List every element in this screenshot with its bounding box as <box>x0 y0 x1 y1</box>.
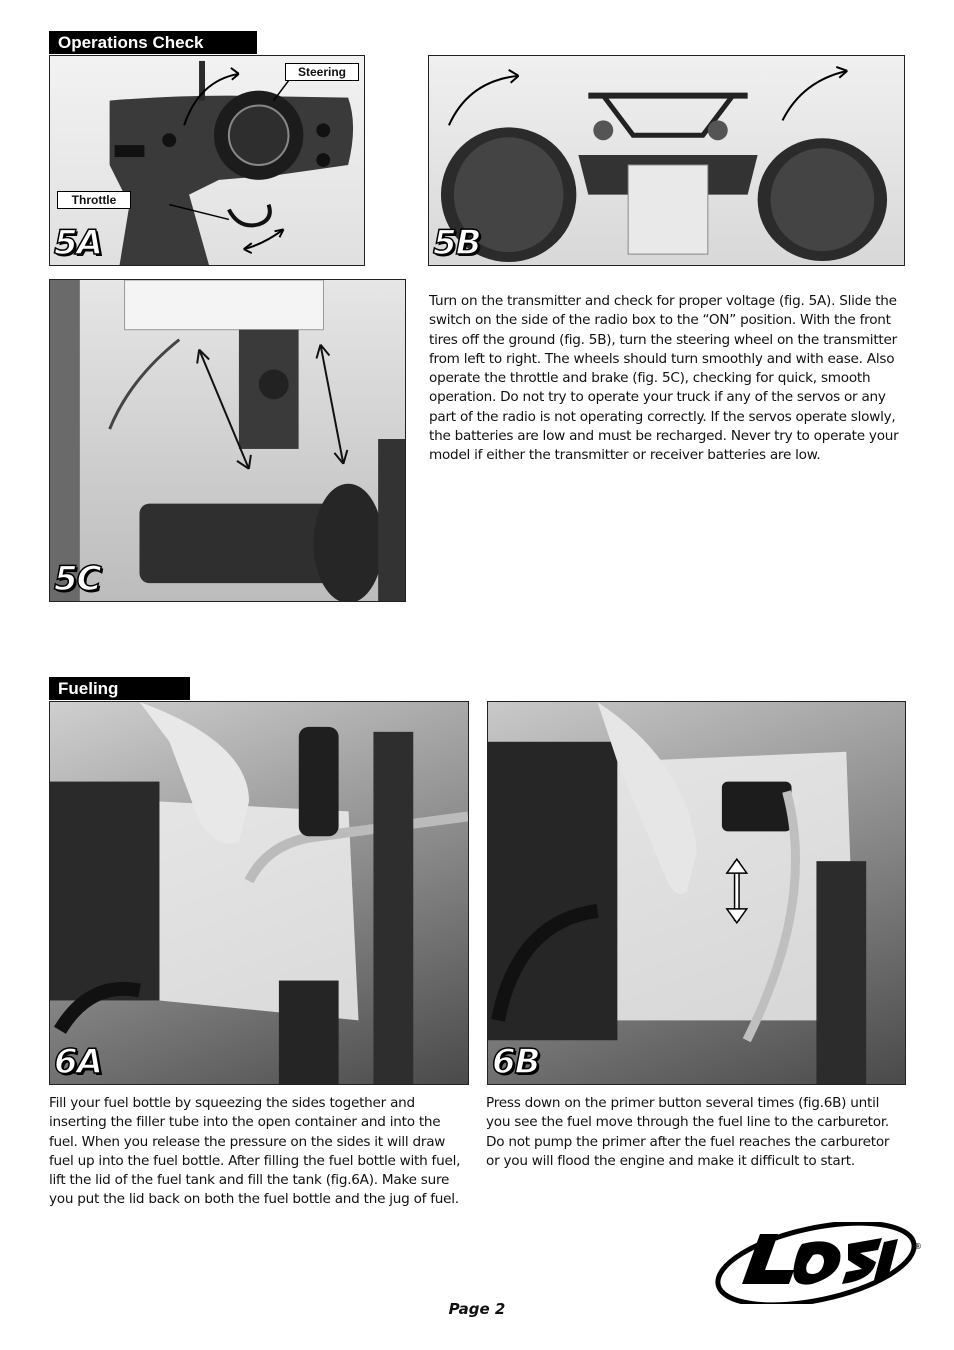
throttle-callout-label: Throttle <box>71 193 117 207</box>
servo-illustration <box>50 280 405 601</box>
section-title: Operations Check <box>58 33 204 52</box>
figure-label: 5A <box>54 223 102 263</box>
losi-logo-graphic <box>712 1222 924 1304</box>
truck-front-illustration <box>429 56 904 265</box>
page-number: Page 2 <box>448 1300 506 1318</box>
section-header-fueling <box>49 677 190 700</box>
figure-label: 6B <box>492 1042 540 1082</box>
fueling-paragraph-6b: Press down on the primer button several times (fig.6B) until you see the fuel move through the fuel line to the carburetor. Do not pump the primer after the fuel reaches the carburetor or you will flood the engine and make it difficult to start. <box>486 1095 890 1169</box>
figure-6b-photo <box>487 701 906 1085</box>
fuel-tank-illustration <box>50 702 468 1084</box>
figure-5a-photo <box>49 55 365 266</box>
operations-check-paragraph: Turn on the transmitter and check for proper voltage (fig. 5A). Slide the switch on the side of the radio box to the “ON” position. With the front tires off the ground (fig. 5B), turn the steering wheel on the transmitter from left to right. The wheels should turn smoothly and with ease. Also operate the throttle and brake (fig. 5C), checking for quick, smooth operation. Do not try to operate your truck if any of the servos or any part of the radio is not operating correctly. If the servos operate slowly, the batteries are low and must be recharged. Never try to operate your model if either the transmitter or receiver batteries are low. <box>429 293 899 464</box>
steering-callout <box>285 63 359 81</box>
steering-callout-label: Steering <box>297 65 346 79</box>
figure-label: 5B <box>433 223 481 263</box>
throttle-callout <box>57 191 131 209</box>
fueling-paragraph-6a: Fill your fuel bottle by squeezing the sides together and inserting the filler tube into the open container and into the fuel. When you release the pressure on the sides it will draw fuel up into the fuel bottle. After filling the fuel bottle with fuel, lift the lid of the fuel tank and fill the tank (fig.6A). Make sure you put the lid back on both the fuel bottle and the jug of fuel. <box>49 1095 461 1208</box>
figure-6a-photo <box>49 701 469 1085</box>
section-title: Fueling <box>58 679 119 698</box>
figure-label: 6A <box>54 1042 102 1082</box>
figure-5c-photo <box>49 279 406 602</box>
section-header-operations-check <box>49 31 257 54</box>
figure-5b-photo <box>428 55 905 266</box>
losi-logo <box>712 1222 924 1304</box>
registered-mark: ® <box>914 1242 922 1251</box>
primer-illustration <box>488 702 905 1084</box>
figure-label: 5C <box>54 559 101 599</box>
